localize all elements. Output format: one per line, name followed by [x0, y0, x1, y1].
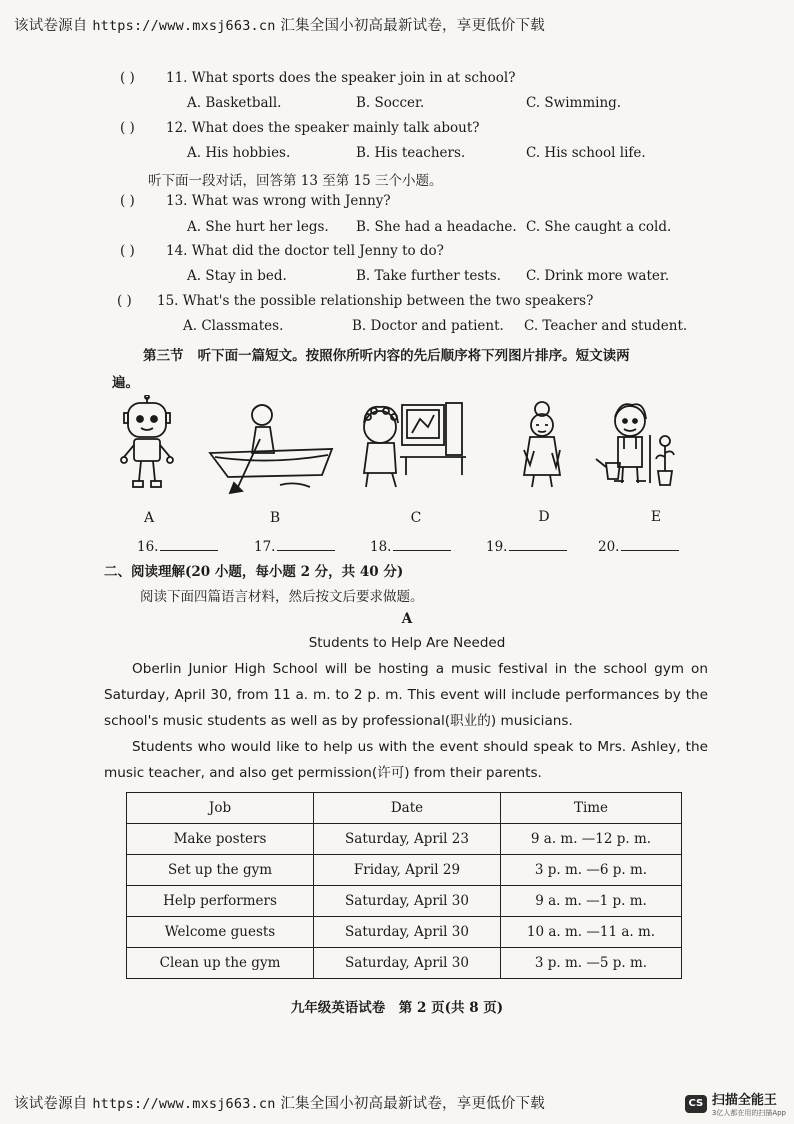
question-14: [120, 243, 444, 259]
option-a: A. She hurt her legs.: [187, 219, 329, 235]
answer-paren[interactable]: ( ): [120, 120, 135, 136]
time-cell: 3 p. m. —6 p. m.: [501, 855, 682, 886]
header-job: Job: [127, 793, 314, 824]
rowing-boat-picture: [210, 405, 332, 493]
cs-badge-icon: CS: [685, 1095, 707, 1113]
option-c: C. Drink more water.: [526, 268, 670, 284]
option-c: C. She caught a cold.: [526, 219, 672, 235]
blank-number: 19.: [486, 539, 508, 555]
old-woman-picture: [524, 402, 560, 487]
time-cell: 9 a. m. —12 p. m.: [501, 824, 682, 855]
question-text: 12. What does the speaker mainly talk about?: [166, 120, 480, 136]
option-c: C. His school life.: [526, 145, 646, 161]
blank-number: 20.: [598, 539, 620, 555]
table-row: [127, 948, 682, 979]
table-row: [127, 886, 682, 917]
answer-blank[interactable]: [393, 536, 451, 551]
scanner-name: 扫描全能王: [711, 1093, 777, 1108]
question-text: 15. What's the possible relationship between the two speakers?: [157, 293, 594, 309]
blank-20: [598, 536, 679, 555]
question-15: [117, 293, 593, 309]
table-row: [127, 855, 682, 886]
option-c: C. Teacher and student.: [524, 318, 688, 334]
time-cell: 10 a. m. —11 a. m.: [501, 917, 682, 948]
section3-instruction: [143, 344, 630, 364]
job-cell: Set up the gym: [127, 855, 314, 886]
question-text: 13. What was wrong with Jenny?: [166, 193, 391, 209]
option-b: B. Doctor and patient.: [352, 318, 504, 334]
option-a: A. Stay in bed.: [187, 268, 287, 284]
answer-blank[interactable]: [160, 536, 218, 551]
blank-number: 18.: [370, 539, 392, 555]
reading-heading: 二、阅读理解(20 小题，每小题 2 分，共 40 分): [104, 564, 404, 580]
section3-text-cont: 遍。: [112, 375, 139, 391]
job-cell: Make posters: [127, 824, 314, 855]
question-11: [120, 70, 515, 86]
table-row: [127, 917, 682, 948]
time-cell: 9 a. m. —1 p. m.: [501, 886, 682, 917]
date-cell: Saturday, April 30: [314, 948, 501, 979]
banner-prefix: 该试卷源自: [14, 18, 88, 34]
banner-url[interactable]: https://www.mxsj663.cn: [92, 18, 276, 34]
section3-title: 第三节: [143, 348, 184, 364]
option-b: B. She had a headache.: [356, 219, 517, 235]
scanner-logo: [685, 1089, 786, 1118]
option-a: A. His hobbies.: [187, 145, 291, 161]
picture-label-c: C: [410, 510, 422, 526]
question-13: [120, 193, 391, 209]
blank-18: [370, 536, 451, 555]
table-header-row: [127, 793, 682, 824]
picture-label-e: E: [650, 509, 662, 525]
time-cell: 3 p. m. —5 p. m.: [501, 948, 682, 979]
gardening-boy-picture: [596, 404, 674, 485]
option-b: B. Take further tests.: [356, 268, 501, 284]
question-text: 11. What sports does the speaker join in at school?: [166, 70, 516, 86]
header-date: Date: [314, 793, 501, 824]
option-a: A. Basketball.: [187, 95, 282, 111]
robot-picture: [121, 395, 173, 487]
pictures-row: [110, 395, 690, 500]
header-time: Time: [501, 793, 682, 824]
passage-title: Students to Help Are Needed: [308, 635, 506, 651]
banner-suffix: 汇集全国小初高最新试卷，享更低价下载: [280, 1096, 545, 1112]
page-footer: 九年级英语试卷 第 2 页(共 8 页): [290, 1000, 504, 1016]
option-c: C. Swimming.: [526, 95, 622, 111]
top-banner: [14, 14, 545, 35]
date-cell: Saturday, April 30: [314, 917, 501, 948]
job-cell: Welcome guests: [127, 917, 314, 948]
section3-text: 听下面一篇短文。按照你所听内容的先后顺序将下列图片排序。短文读两: [197, 348, 630, 364]
question-12: [120, 120, 480, 136]
job-cell: Clean up the gym: [127, 948, 314, 979]
question-text: 14. What did the doctor tell Jenny to do?: [166, 243, 444, 259]
option-a: A. Classmates.: [183, 318, 284, 334]
computer-user-picture: [364, 403, 466, 487]
dialogue-instruction: 听下面一段对话，回答第 13 至第 15 三个小题。: [148, 173, 443, 189]
answer-blank[interactable]: [277, 536, 335, 551]
answer-blank[interactable]: [509, 536, 567, 551]
passage-paragraph-1: Oberlin Junior High School will be hosting a music festival in the school gym on Saturday, April 30, from 11 a. m. to 2 p. m. This event will include performances by the school's music students as well as by professional(职业的) musicians.: [104, 661, 708, 729]
picture-label-b: B: [269, 510, 281, 526]
jobs-table: [126, 792, 682, 979]
blank-number: 17.: [254, 539, 276, 555]
picture-label-d: D: [538, 509, 550, 525]
bottom-banner: [14, 1092, 545, 1113]
banner-prefix: 该试卷源自: [14, 1096, 88, 1112]
date-cell: Saturday, April 30: [314, 886, 501, 917]
option-b: B. Soccer.: [356, 95, 425, 111]
answer-paren[interactable]: ( ): [120, 243, 135, 259]
date-cell: Friday, April 29: [314, 855, 501, 886]
option-b: B. His teachers.: [356, 145, 466, 161]
banner-url[interactable]: https://www.mxsj663.cn: [92, 1096, 276, 1112]
blank-17: [254, 536, 335, 555]
answer-paren[interactable]: ( ): [117, 293, 132, 309]
passage-letter: A: [401, 611, 413, 627]
blank-16: [137, 536, 218, 555]
job-cell: Help performers: [127, 886, 314, 917]
blank-19: [486, 536, 567, 555]
passage-paragraph-2: Students who would like to help us with the event should speak to Mrs. Ashley, the music teacher, and also get permission(许可) from their parents.: [104, 739, 708, 781]
answer-paren[interactable]: ( ): [120, 193, 135, 209]
answer-blank[interactable]: [621, 536, 679, 551]
banner-suffix: 汇集全国小初高最新试卷，享更低价下载: [280, 18, 545, 34]
table-row: [127, 824, 682, 855]
scanner-tagline: 3亿人都在用的扫描App: [711, 1109, 786, 1117]
date-cell: Saturday, April 23: [314, 824, 501, 855]
blank-number: 16.: [137, 539, 159, 555]
picture-label-a: A: [143, 510, 155, 526]
answer-paren[interactable]: ( ): [120, 70, 135, 86]
reading-instruction: 阅读下面四篇语言材料，然后按文后要求做题。: [140, 589, 424, 605]
